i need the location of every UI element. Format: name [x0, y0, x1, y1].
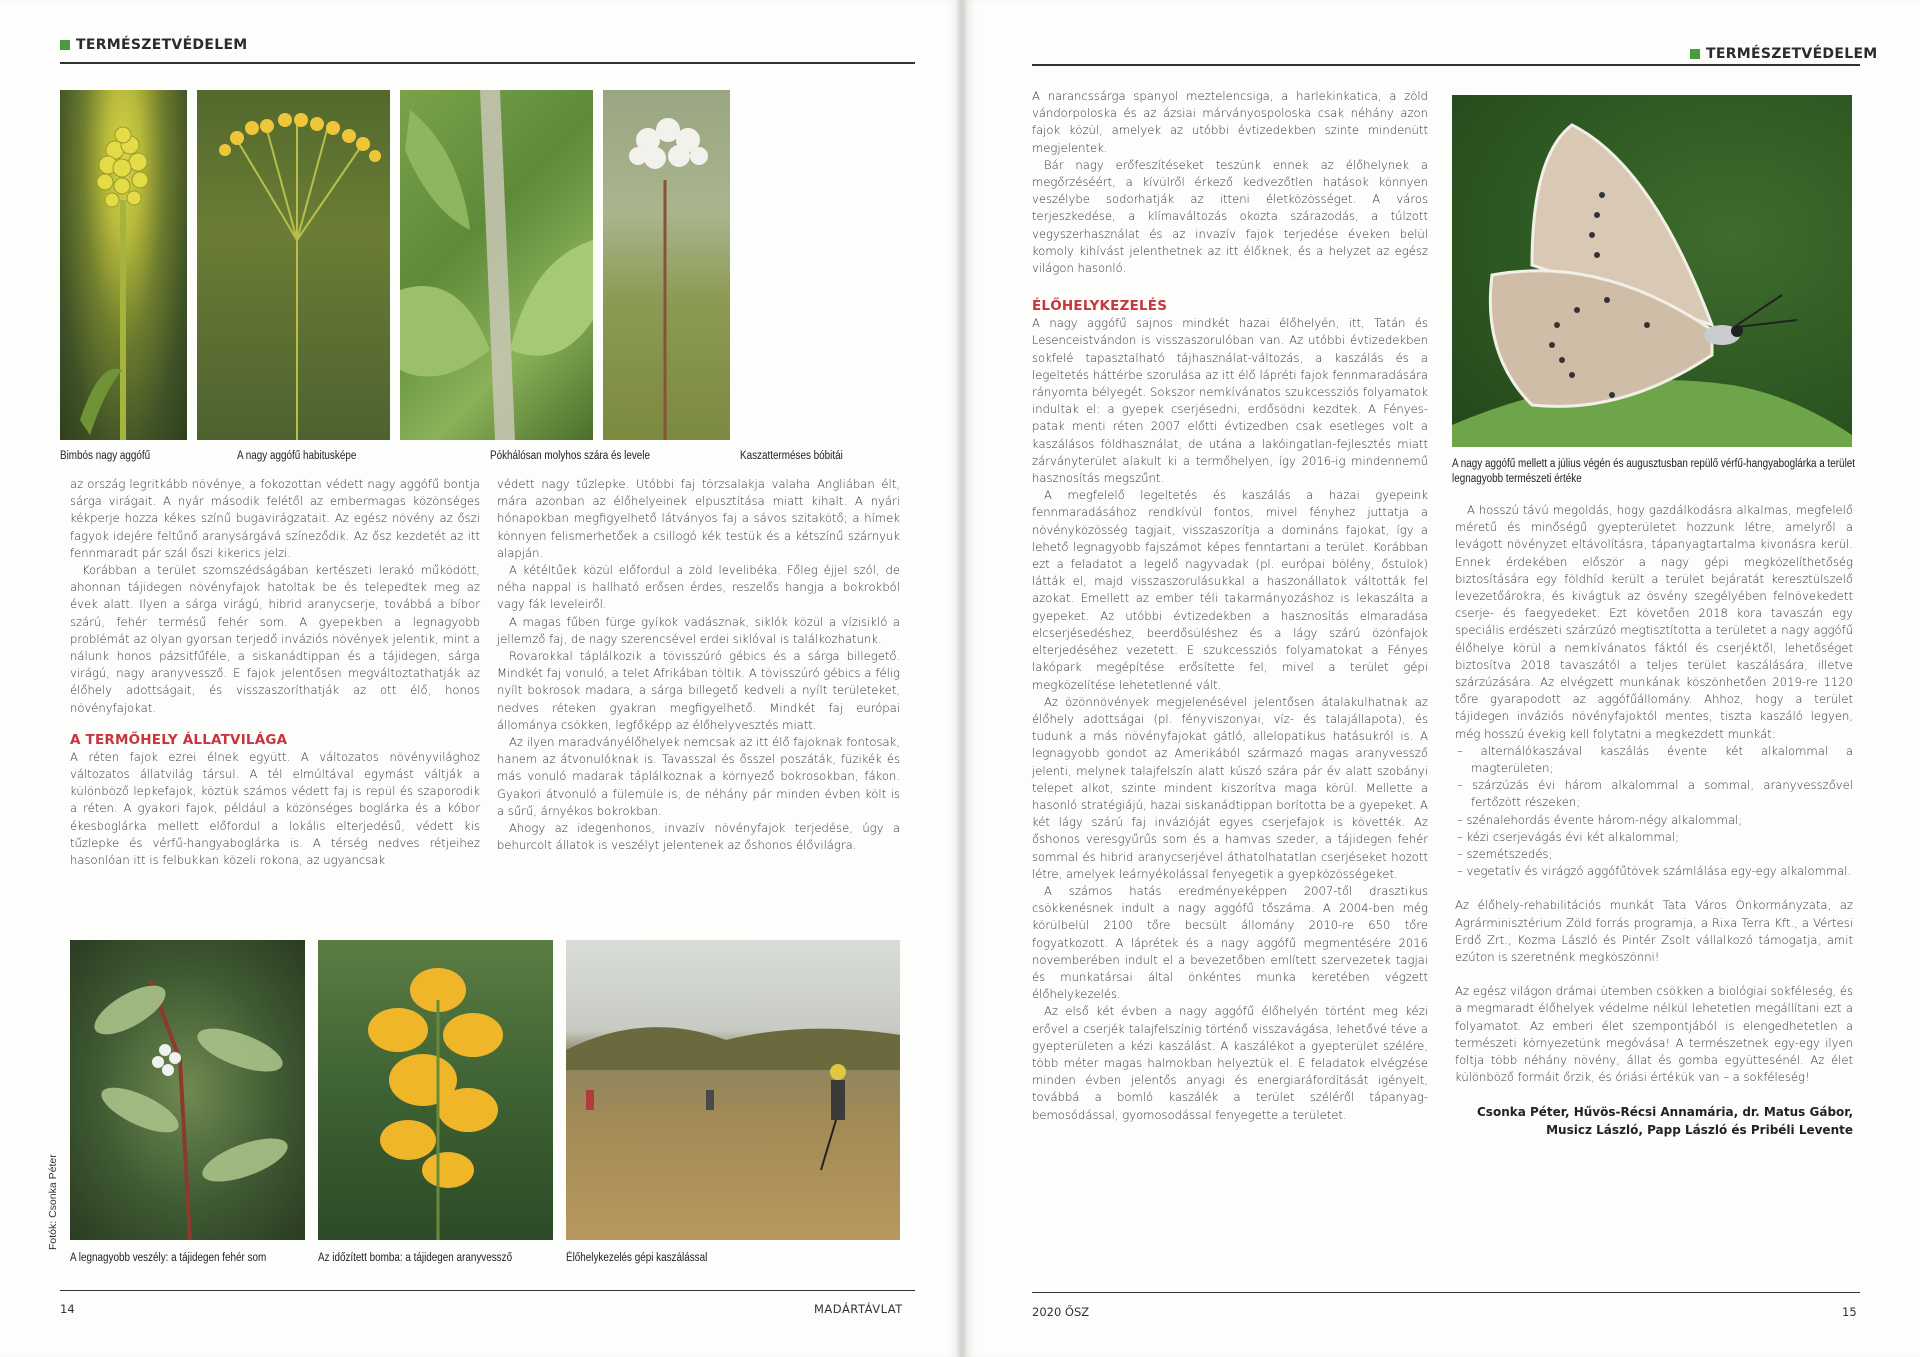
- body-paragraph: Rovarokkal táplálkozik a tövisszúró gébics és a sárga billegető. Mindkét faj vonuló, a telet Afrikában töltik. A tövisszúró gébics a félig nyílt bokrosok madara, a sárga billegető kedveli a nyílt területeket, nedves réteken gyakran megfigyelhető. Mindkét faj európai állománya csökken, legfőképp az élőhelyvesztés miatt.: [497, 649, 900, 732]
- body-paragraph: Ahogy az idegenhonos, invazív növényfajok terjedése, úgy a behurcolt állatok is veszélyt jelentenek az őshonos élővilágra.: [497, 821, 900, 853]
- body-paragraph: A kétéltűek közül előfordul a zöld levelibéka. Főleg éjjel szól, de néha nappal is hallható erősen érdes, reszelős hangja a bokrokból vagy fák leveleiről.: [497, 563, 900, 612]
- closing-paragraph: Az egész világon drámai ütemben csökken a biológiai sokféleség, és a megmaradt élőhelyek védelme nélkül lehetetlen megállítani ezt a folyamatot. Az emberi élet szempontjából is elengedhetetlen a természeti környezetünk megóvása! A természetnek egy-egy ilyen foltja több néhány növény, állat és gomba együttesénél. Az élet különböző formáit őrzik, és óriási értékük van – a sokféleség!: [1455, 984, 1853, 1085]
- task-list-item: – szénalehordás évente három-négy alkalommal;: [1455, 812, 1853, 829]
- butterfly-illustration: [1452, 95, 1852, 447]
- photo-butterfly: [1452, 95, 1852, 447]
- photo-caption: Az időzített bomba: a tájidegen aranyvessző: [318, 1252, 513, 1264]
- section-heading: ÉLŐHELYKEZELÉS: [1032, 298, 1168, 315]
- task-list-item: – vegetatív és virágzó aggófűtövek számlálása egy-egy alkalommal.: [1455, 863, 1853, 880]
- body-paragraph: A magas fűben fürge gyíkok vadásznak, siklók közül a vízisikló a jellemző faj, de nagy szerencsével erdei siklóval is találkozhatunk.: [497, 614, 900, 646]
- photo-caption: Pókhálósan molyhos szára és levele: [490, 450, 650, 462]
- right-column-1: [1032, 88, 1428, 1124]
- photo-ragwort-habit: [197, 90, 390, 440]
- issue-label: 2020 ŐSZ: [1032, 1305, 1090, 1319]
- photo-caption: Bimbós nagy aggófű: [60, 450, 151, 462]
- photo-seed-heads: [603, 90, 730, 440]
- photo-goldenrod: [318, 940, 553, 1240]
- body-paragraph: Bár nagy erőfeszítéseket teszünk ennek az élőhelynek a megőrzéséért, a kívülről érkező kedvezőtlen hatások könnyen veszélybe sodorhatják az itteni életközösséget. A város terjeszkedése, a klímaváltozás okozta szárazodás, a túlzott vegyszerhasználat és az invazív fajok terjedése éveken belül komoly kihívást jelenthetnek az itt élőknek, és a helyzet az egész világon hasonló.: [1032, 157, 1428, 276]
- section-title: TERMÉSZETVÉDELEM: [76, 37, 248, 53]
- section-title: TERMÉSZETVÉDELEM: [1706, 46, 1878, 62]
- task-list-item: – szemétszedés;: [1455, 846, 1853, 863]
- left-column-2: [497, 476, 900, 854]
- right-column-2: [1455, 502, 1853, 1139]
- section-tag-left: [60, 37, 248, 53]
- spine-gutter: [957, 0, 967, 1357]
- body-paragraph: Az özönnövények megjelenésével jelentősen átalakulhatnak az élőhely adottságai (pl. fényviszonyai, víz- és talajállapota), és tudunk a más növényfajokat gátló, allelopatikus hatásukról is. A legnagyobb gondot az Amerikából származó magas aranyvessző jelenti, melynek talajfelszín alatt kúszó szára pár év alatt szobányi telepet alkot, szinte mindent kiszorítva maga körül. Mellette a hasonló stratégiájú, hazai siskanádtippan borította be a gyepeket. A két lágy szárú faj invázióját egyes cserjefajok is követték. Az őshonos veresgyűrűs som és a hamvas szeder, a tájidegen fehér sommal és hibrid aranycserjével áthatolhatatlan cserjéseket hozott létre, amelyek leárnyékolással fenyegetik a gyepközösségeket.: [1032, 694, 1428, 881]
- mowing-meadow-illustration: [566, 940, 900, 1240]
- page-number: 15: [1842, 1305, 1857, 1319]
- photo-caption: A nagy aggófű habitusképe: [237, 450, 357, 462]
- header-rule-left: [60, 62, 915, 64]
- authors-line: Musicz László, Papp László és Pribéli Levente: [1546, 1122, 1853, 1137]
- body-paragraph: A számos hatás eredményeképpen 2007-től drasztikus csökkenésnek indult a nagy aggófű tőszáma. A 2004-ben még körülbelül 2100 tőre becsült állomány 2010-re 650 tőre fogyatkozott. A láprétek és a nagy aggófű megmentésére 2016 novemberében indult el a bevezetőben említett szervezetek tagjai és munkatársai által önkéntes munka keretében végzett élőhelykezelés.: [1032, 883, 1428, 1002]
- photo-caption: A nagy aggófű mellett a július végén és augusztusban repülő vérfű-hangyaboglárka a terület legnagyobb természeti értéke: [1452, 458, 1856, 485]
- body-paragraph: Korábban a terület szomszédságában kertészeti lerakó működött, ahonnan tájidegen növényfajok hatoltak be és telepedtek meg az évek alatt. Ilyen a sárga virágú, hibrid aranycserje, továbbá a bíbor szárú, fehér termésű fehér som. A gyepekben a legnagyobb problémát az olyan gyorsan terjedő inváziós növények jelentik, mint a nálunk honos pázsitfűféle, a siskanádtippan és a tájidegen, sárga virágú, nagy aranyvessző. E fajok jelentősen megváltoztathatják az élőhely adottságait, és visszaszoríthatják az ott élő, honos növényfajokat.: [70, 563, 480, 715]
- body-paragraph: A narancssárga spanyol meztelencsiga, a harlekinkatica, a zöld vándorpoloska és az ázsiai márványospoloska csak néhány azon fajok közül, amelyek az utóbbi évtizedekben szinte mindenütt megjelentek.: [1032, 89, 1428, 155]
- section-tag-right: [1690, 46, 1878, 62]
- body-paragraph: Az ilyen maradványélőhelyek nemcsak az itt élő fajoknak fontosak, hanem az átvonulóknak is. Tavasszal és ősszel poszáták, füzikék és más vonuló madarak táplálkoznak a környező bokrosokban, fákon. Gyakori átvonuló a fülemüle is, de néhány pár minden évben költ is a sűrű, árnyékos bokrokban.: [497, 735, 900, 818]
- photo-caption: Élőhelykezelés gépi kaszálással: [566, 1252, 708, 1264]
- body-paragraph: A hosszú távú megoldás, hogy gazdálkodásra alkalmas, megfelelő méretű és minőségű gyepterületet hozzunk létre, amelyről a levágott növényzet eltávolításra, tápanyagtartalma kivonásra kerül. Ennek érdekében először a nagy gépi megközelíthetőség biztosítására egy földhíd került a terület bejáratát keresztülszelő levezetőárokra, és kivágtuk az ösvény szegélyében felnövekedett cserje- és faegyedeket. Ezt követően 2018 kora tavaszán egy speciális erdészeti szárzúzó megtisztította a területet a nagy aggófű élőhelye körül a nemkívánatos fáktól és cserjéktől, lehetőséget biztosítva 2018 tavaszától a teljes terület kaszálására, illetve szárzúzására. Az elvégzett munkának köszönhetően 2019-re 1120 tőre gyarapodott az aggófűállomány. Ahhoz, hogy a terület tájidegen inváziós növényfajoktól mentes, tiszta kaszáló legyen, még hosszú évekig kell folytatni a megkezdett munkát:: [1455, 503, 1853, 741]
- task-list-item: – szárzúzás évi három alkalommal a sommal, aranyvesszővel fertőzött részeken;: [1455, 777, 1853, 811]
- green-square-icon: [1690, 49, 1700, 59]
- body-paragraph: az ország legritkább növénye, a fokozottan védett nagy aggófű bontja sárga virágait. A nyár második felétől az embermagas közönséges kékperje hozza kékes színű bugavirágzatait. Az egész növény az őszi fagyok idejére feltűnő aranysárgává színeződik. Az ősz kezdetét az itt fennmaradt pár szál őszi kikerics jelzi.: [70, 477, 480, 560]
- section-heading: A TERMŐHELY ÁLLATVILÁGA: [70, 731, 288, 748]
- page-number: 14: [60, 1302, 75, 1316]
- photo-caption: Kaszatterméses bóbitái: [740, 450, 843, 462]
- authors-line: Csonka Péter, Hűvös-Récsi Annamária, dr. Matus Gábor,: [1477, 1104, 1853, 1119]
- photo-budding-ragwort: [60, 90, 187, 440]
- authors: [1455, 1103, 1853, 1139]
- body-paragraph: A nagy aggófű sajnos mindkét hazai élőhelyén, itt, Tatán és Lesenceistvándon is visszaszorulóban van. Az utóbbi évtizedekben sokfelé tapasztalható tájhasználat-változás, a kaszálás és a legeltetés háttérbe szorulása az itt élő lápréti fajok fennmaradására rányomta bélyegét. Sokszor nemkívánatos szukcessziós folyamatok indultak el: a gyepek cserjésedni, erdősödni kezdtek. A Fényes-patak menti réten 2007 előtti évtizedben csak esetleges volt a kaszálásos földhasználat, de utána a lakóingatlan-fejlesztés miatt zárványterület alakult ki a termőhelyen, így 2016-ig mindennemű hasznosítás megszűnt.: [1032, 316, 1428, 486]
- photo-white-dogwood: [70, 940, 305, 1240]
- header-rule-right: [1032, 64, 1860, 66]
- white-dogwood-illustration: [70, 940, 305, 1240]
- task-list-item: – alternálókaszával kaszálás évente két alkalommal a magterületen;: [1455, 743, 1853, 777]
- goldenrod-illustration: [318, 940, 553, 1240]
- magazine-name: MADÁRTÁVLAT: [814, 1302, 903, 1316]
- budding-ragwort-illustration: [60, 90, 187, 440]
- seed-heads-illustration: [603, 90, 730, 440]
- photo-credit: Fotók: Csonka Péter: [47, 1154, 59, 1250]
- body-paragraph: védett nagy tűzlepke. Utóbbi faj törzsalakja valaha Angliában élt, mára azonban az élőhelyeinek elpusztítása miatt kihalt. A nyári hónapokban megfigyelhető látványos faj a sávos szitakötő; a hímek könnyen felismerhetőek a csillogó kék testük és a kétszínű szárnyuk alapján.: [497, 477, 900, 560]
- footer-rule-left: [60, 1290, 915, 1291]
- body-paragraph: Az első két évben a nagy aggófű élőhelyén történt meg kézi erővel a cserjék talajfelszínig történő visszavágása, lehetővé téve a gyepterületen a kézi kaszálást. A kaszálékot a gyepterület szélére, több méter magas halmokban helyeztük el. E feladatok elvégzése minden évben jelentős anyagi és energiaráfordítását igényelt, továbbá a bomló kaszálék a terület széléről tápanyag-bemosódással, gyomosodással fenyegette a területet.: [1032, 1004, 1428, 1122]
- photo-woolly-stem: [400, 90, 593, 440]
- task-list: [1455, 743, 1853, 881]
- green-square-icon: [60, 40, 70, 50]
- photo-mowing-meadow: [566, 940, 900, 1240]
- photo-caption: A legnagyobb veszély: a tájidegen fehér som: [70, 1252, 267, 1264]
- body-paragraph: A réten fajok ezrei élnek együtt. A változatos növényvilághoz változatos állatvilág társul. A tél elmúltával egymást váltják a különböző lepkefajok, köztük számos védett faj is repül és szaporodik a réten. A gyakori fajok, például a közönséges boglárka és a kóbor ékesboglárka mellett előfordul a lokális elterjedésű, védett kis tűzlepke és vérfű-hangyaboglárka is. A térség nedves rétjeihez hasonlóan itt is felbukkan közeli rokona, az ugyancsak: [70, 749, 480, 868]
- body-paragraph: A megfelelő legeltetés és kaszálás a hazai gyepeink fennmaradásához rendkívül fontos, mivel fényhez juttatja a növényközösség tagjait, visszaszorítja a domináns fajokat, így a lehető legnagyobb fajszámot képes fenntartani a terület. Korábban ezt a feladatot a legelő nagyvadak (pl. európai bölény, őstulok) látták el, majd visszaszorulásukkal a haszonállatok váltották fel azokat. Emellett az ember téli takarmányozáshoz is lekaszálta a gyepeket. Az utóbbi évtizedekben a hasznosítás elmaradása elcserjésedéshez, beerdősüléshez és a lágy szárú özönfajok elterjedéséhez vezetett. E szukcessziós folyamatokat a Fényes lakópark megépítése erősítette fel, mivel a terület gépi megközelítése lehetetlenné vált.: [1032, 488, 1428, 692]
- footer-rule-right: [1032, 1292, 1860, 1293]
- ragwort-habit-illustration: [197, 90, 390, 440]
- acknowledgement-paragraph: Az élőhely-rehabilitációs munkát Tata Város Önkormányzata, az Agrárminisztérium Zöld forrás programja, a Rixa Terra Kft., a Vértesi Erdő Zrt., Kozma László és Pintér Zsolt vállalkozó támogatja, amit ezúton is szeretnénk megköszönni!: [1455, 898, 1853, 965]
- left-column-1: [70, 476, 480, 869]
- woolly-stem-illustration: [400, 90, 593, 440]
- task-list-item: – kézi cserjevágás évi két alkalommal;: [1455, 829, 1853, 846]
